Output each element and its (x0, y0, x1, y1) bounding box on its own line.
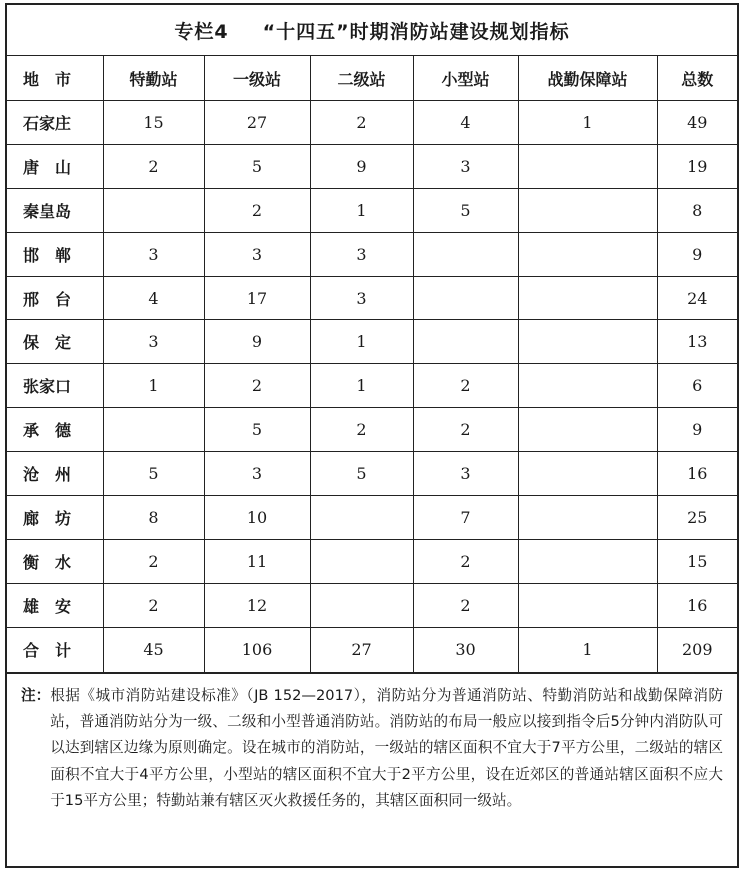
cell-special: 2 (103, 539, 204, 583)
cell-total: 209 (657, 627, 737, 672)
cell-special: 2 (103, 144, 204, 188)
cell-support (518, 408, 657, 452)
cell-small: 3 (413, 144, 518, 188)
cell-city: 邯 郸 (7, 232, 103, 276)
cell-level2 (310, 583, 413, 627)
planning-table-frame (5, 3, 739, 868)
cell-total: 15 (657, 539, 737, 583)
header-level1-station: 一级站 (204, 56, 310, 101)
cell-special: 5 (103, 452, 204, 496)
cell-level1: 10 (204, 496, 310, 540)
cell-small: 4 (413, 101, 518, 145)
cell-total: 9 (657, 408, 737, 452)
table-row (7, 232, 737, 276)
cell-small: 2 (413, 539, 518, 583)
cell-small (413, 320, 518, 364)
cell-level1: 12 (204, 583, 310, 627)
cell-city: 承 德 (7, 408, 103, 452)
table-row (7, 320, 737, 364)
table-row (7, 583, 737, 627)
note-label: 注： (21, 686, 51, 704)
cell-small: 30 (413, 627, 518, 672)
cell-city: 唐 山 (7, 144, 103, 188)
cell-level2: 3 (310, 232, 413, 276)
note-text: 根据《城市消防站建设标准》（JB 152—2017），消防站分为普通消防站、特勤消防站和战勤保障消防站，普通消防站分为一级、二级和小型普通消防站。消防站的布局一般应以接到指令后5分钟内消防队可以达到辖区边缘为原则确定。设在城市的消防站，一级站的辖区面积不宜大于7平方公里，二级站的辖区面积不宜大于4平方公里，小型站的辖区面积不宜大于2平方公里，设在近郊区的普通站辖区面积不应大于15平方公里；特勤站兼有辖区灭火救援任务的，其辖区面积同一级站。 (50, 686, 723, 809)
cell-level1: 3 (204, 232, 310, 276)
cell-support (518, 232, 657, 276)
cell-total: 16 (657, 452, 737, 496)
cell-city: 邢 台 (7, 276, 103, 320)
cell-small: 3 (413, 452, 518, 496)
cell-level1: 3 (204, 452, 310, 496)
cell-total: 24 (657, 276, 737, 320)
cell-support (518, 144, 657, 188)
cell-small: 2 (413, 583, 518, 627)
cell-support: 1 (518, 101, 657, 145)
cell-level2: 3 (310, 276, 413, 320)
cell-small: 2 (413, 408, 518, 452)
cell-level2: 2 (310, 101, 413, 145)
header-special-station: 特勤站 (103, 56, 204, 101)
cell-level1: 17 (204, 276, 310, 320)
table-body (7, 101, 737, 673)
cell-support (518, 496, 657, 540)
cell-level1: 5 (204, 144, 310, 188)
table-title (7, 5, 737, 56)
cell-total: 19 (657, 144, 737, 188)
cell-level2: 1 (310, 364, 413, 408)
cell-total: 6 (657, 364, 737, 408)
cell-city: 廊 坊 (7, 496, 103, 540)
cell-special: 3 (103, 232, 204, 276)
cell-total: 9 (657, 232, 737, 276)
cell-level1: 9 (204, 320, 310, 364)
cell-level2: 9 (310, 144, 413, 188)
cell-level2: 1 (310, 320, 413, 364)
header-level2-station: 二级站 (310, 56, 413, 101)
cell-special: 1 (103, 364, 204, 408)
cell-level1: 11 (204, 539, 310, 583)
cell-special: 3 (103, 320, 204, 364)
cell-special: 15 (103, 101, 204, 145)
table-row (7, 364, 737, 408)
cell-city: 张家口 (7, 364, 103, 408)
cell-level2: 5 (310, 452, 413, 496)
header-support-station: 战勤保障站 (518, 56, 657, 101)
cell-level1: 27 (204, 101, 310, 145)
cell-level1: 5 (204, 408, 310, 452)
cell-level1: 106 (204, 627, 310, 672)
table-row (7, 408, 737, 452)
header-city: 地 市 (7, 56, 103, 101)
cell-small (413, 232, 518, 276)
cell-small: 2 (413, 364, 518, 408)
cell-support (518, 452, 657, 496)
cell-small: 5 (413, 188, 518, 232)
table-row (7, 276, 737, 320)
cell-special: 4 (103, 276, 204, 320)
cell-level1: 2 (204, 364, 310, 408)
cell-support (518, 188, 657, 232)
table-row (7, 452, 737, 496)
cell-level2: 1 (310, 188, 413, 232)
total-row (7, 627, 737, 672)
cell-total: 13 (657, 320, 737, 364)
header-row (7, 56, 737, 101)
cell-city: 雄 安 (7, 583, 103, 627)
table-row (7, 101, 737, 145)
cell-support (518, 364, 657, 408)
table-title-text: “十四五”时期消防站建设规划指标 (262, 20, 570, 43)
cell-city: 秦皇岛 (7, 188, 103, 232)
cell-level2: 27 (310, 627, 413, 672)
header-small-station: 小型站 (413, 56, 518, 101)
table-row (7, 539, 737, 583)
cell-city: 石家庄 (7, 101, 103, 145)
cell-total: 8 (657, 188, 737, 232)
cell-small (413, 276, 518, 320)
cell-special: 2 (103, 583, 204, 627)
cell-support (518, 276, 657, 320)
cell-special: 45 (103, 627, 204, 672)
table-row (7, 144, 737, 188)
cell-support (518, 583, 657, 627)
cell-special (103, 188, 204, 232)
cell-special: 8 (103, 496, 204, 540)
cell-support (518, 320, 657, 364)
cell-level1: 2 (204, 188, 310, 232)
table-row (7, 496, 737, 540)
cell-total: 25 (657, 496, 737, 540)
cell-small: 7 (413, 496, 518, 540)
column-number: 专栏4 (174, 20, 229, 43)
cell-total: 49 (657, 101, 737, 145)
cell-support (518, 539, 657, 583)
header-total: 总数 (657, 56, 737, 101)
cell-city: 保 定 (7, 320, 103, 364)
cell-city: 沧 州 (7, 452, 103, 496)
cell-level2: 2 (310, 408, 413, 452)
fire-station-table (7, 56, 737, 673)
cell-special (103, 408, 204, 452)
table-row (7, 188, 737, 232)
cell-level2 (310, 539, 413, 583)
cell-total: 16 (657, 583, 737, 627)
cell-level2 (310, 496, 413, 540)
cell-support: 1 (518, 627, 657, 672)
table-note (7, 673, 737, 814)
cell-city: 合 计 (7, 627, 103, 672)
cell-city: 衡 水 (7, 539, 103, 583)
